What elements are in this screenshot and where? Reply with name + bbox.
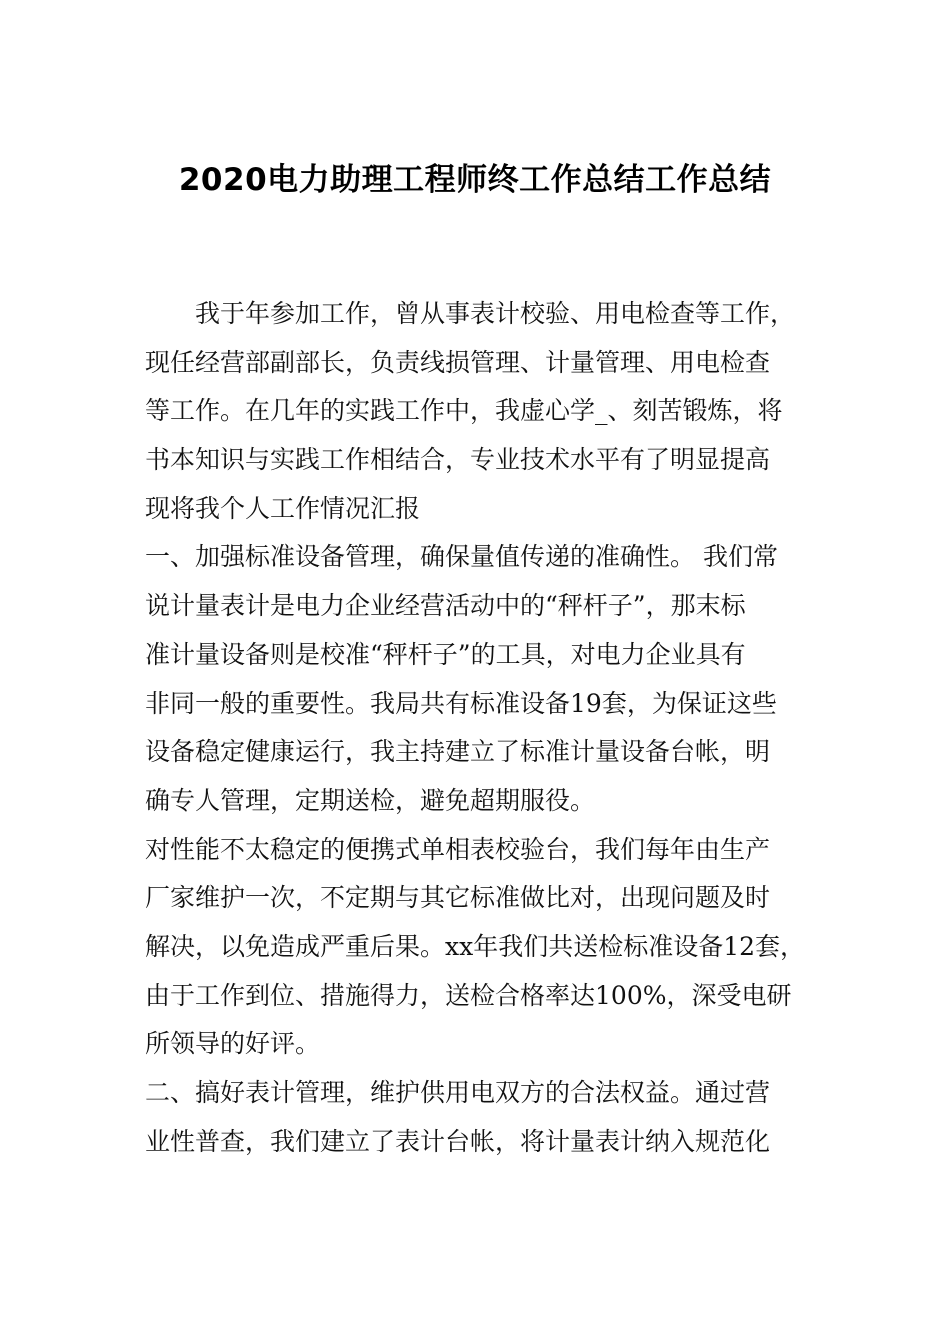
body-line: 由于工作到位、措施得力，送检合格率达100%，深受电研	[145, 980, 792, 1010]
body-line: 业性普查，我们建立了表计台帐，将计量表计纳入规范化	[145, 1126, 771, 1156]
section-heading-line: 二、搞好表计管理，维护供用电双方的合法权益。通过营	[145, 1078, 771, 1107]
body-line: 说计量表计是电力企业经营活动中的“秤杆子”，那末标	[145, 591, 746, 621]
section-heading-line: 一、加强标准设备管理，确保量值传递的准确性。 我们常	[145, 542, 778, 572]
body-line: 现将我个人工作情况汇报	[145, 493, 421, 523]
body-line: 书本知识与实践工作相结合，专业技术水平有了明显提高	[145, 445, 771, 475]
body-line: 我于年参加工作，曾从事表计校验、用电检查等工作，	[145, 299, 796, 328]
body-line: 厂家维护一次，不定期与其它标准做比对，出现问题及时	[145, 883, 771, 913]
body-line: 解决，以免造成严重后果。xx年我们共送检标准设备12套，	[145, 931, 806, 961]
body-line: 准计量设备则是校准“秤杆子”的工具，对电力企业具有	[145, 639, 746, 669]
document-body	[145, 290, 825, 1166]
body-line: 确专人管理，定期送检，避免超期服役。	[145, 785, 596, 815]
body-line: 现任经营部副部长，负责线损管理、计量管理、用电检查	[145, 347, 771, 377]
body-line: 所领导的好评。	[145, 1029, 321, 1059]
body-line: 对性能不太稳定的便携式单相表校验台，我们每年由生产	[145, 834, 771, 864]
body-line: 非同一般的重要性。我局共有标准设备19套，为保证这些	[145, 688, 777, 718]
document-title: 2020电力助理工程师终工作总结工作总结	[178, 162, 772, 198]
body-line: 等工作。在几年的实践工作中，我虚心学_、刻苦锻炼，将	[145, 396, 783, 426]
body-line: 设备稳定健康运行，我主持建立了标准计量设备台帐，明	[145, 737, 771, 767]
